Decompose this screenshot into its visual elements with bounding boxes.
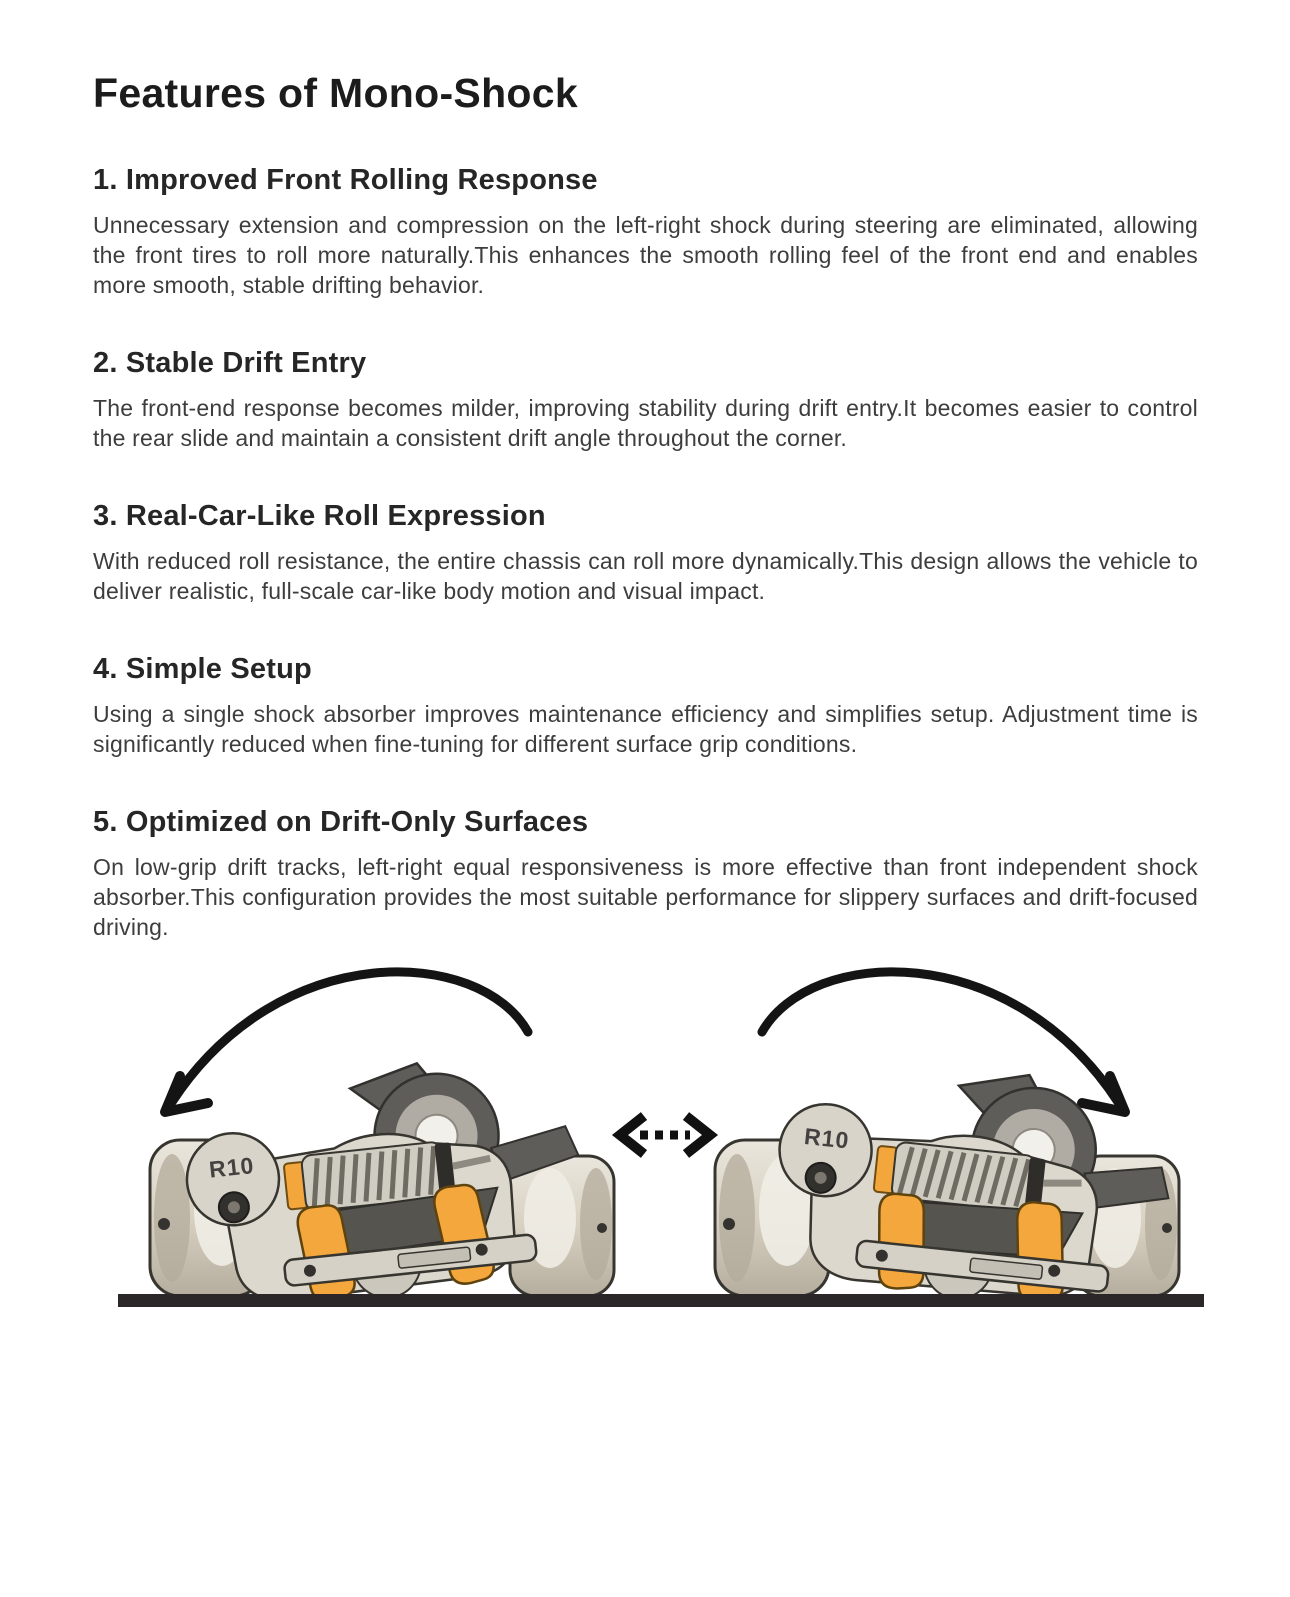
feature-2-heading: 2. Stable Drift Entry [93, 347, 367, 379]
part-label-right: R10 [802, 1122, 851, 1154]
feature-3-body: With reduced roll resistance, the entire chassis can roll more dynamically.This design allows the vehicle to deliver realistic, full-scale car-like body motion and visual impact. [93, 548, 1198, 604]
feature-section-1 [93, 164, 1198, 300]
ground-line [118, 1294, 1204, 1307]
feature-section-4 [93, 653, 1198, 759]
feature-section-5 [93, 806, 1198, 942]
feature-4-body: Using a single shock absorber improves maintenance efficiency and simplifies setup. Adjustment time is significantly reduced when fine-tuning for different surface grip conditions. [93, 701, 1198, 757]
mono-shock-roll-illustration [0, 942, 1290, 1387]
left-right-dashed-arrow-icon [620, 1116, 710, 1154]
page-title: Features of Mono-Shock [93, 70, 578, 116]
roll-right-arrow-icon [762, 972, 1125, 1112]
roll-illustration-svg [0, 942, 1290, 1387]
chassis-left-illustration [150, 1048, 614, 1318]
feature-5-body: On low-grip drift tracks, left-right equal responsiveness is more effective than front independent shock absorber.This configuration provides the most suitable performance for slippery surfaces and drift-focused driving. [93, 854, 1198, 940]
feature-2-body: The front-end response becomes milder, improving stability during drift entry.It becomes easier to control the rear slide and maintain a consistent drift angle throughout the corner. [93, 395, 1198, 451]
feature-5-heading: 5. Optimized on Drift-Only Surfaces [93, 806, 589, 838]
feature-4-heading: 4. Simple Setup [93, 653, 312, 685]
feature-3-heading: 3. Real-Car-Like Roll Expression [93, 500, 546, 532]
feature-1-heading: 1. Improved Front Rolling Response [93, 164, 598, 196]
feature-section-2 [93, 347, 1198, 453]
part-label-left: R10 [207, 1152, 256, 1183]
feature-section-3 [93, 500, 1198, 606]
feature-1-body: Unnecessary extension and compression on the left-right shock during steering are eliminated, allowing the front tires to roll more naturally.This enhances the smooth rolling feel of the front end and enables more smooth, stable drifting behavior. [93, 212, 1198, 298]
document-content [0, 70, 1290, 942]
